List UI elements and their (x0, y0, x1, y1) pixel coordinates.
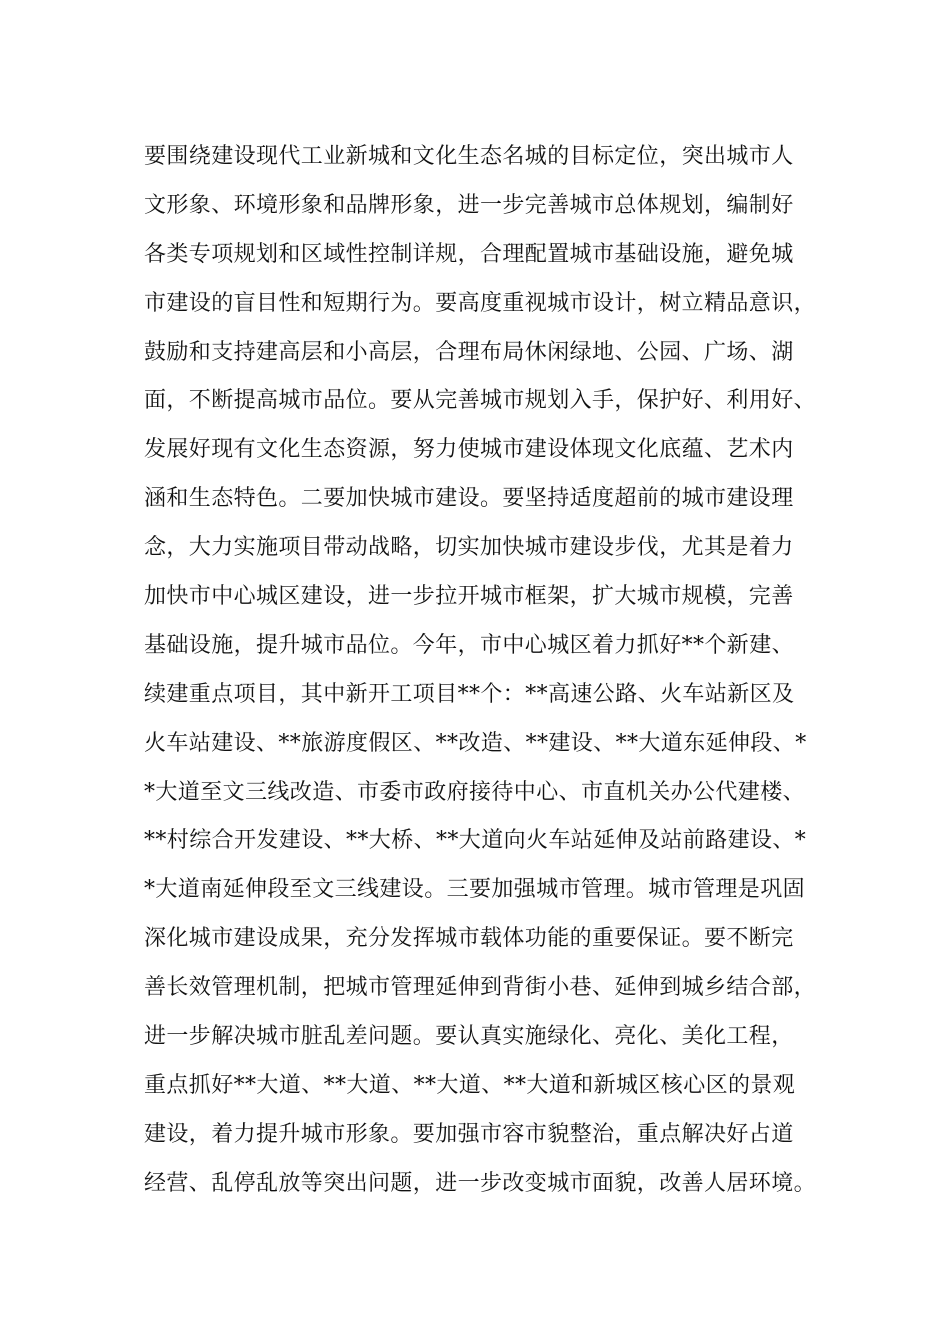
text-line: 善长效管理机制，把城市管理延伸到背街小巷、延伸到城乡结合部， (144, 975, 817, 1001)
text-line: 重点抓好**大道、**大道、**大道、**大道和新城区核心区的景观 (144, 1072, 796, 1098)
text-line: 深化城市建设成果，充分发挥城市载体功能的重要保证。要不断完 (144, 926, 794, 952)
text-line: 涵和生态特色。二要加快城市建设。要坚持适度超前的城市建设理 (144, 486, 794, 512)
text-line: 各类专项规划和区域性控制详规，合理配置城市基础设施，避免城 (144, 241, 794, 267)
text-line: 鼓励和支持建高层和小高层，合理布局休闲绿地、公园、广场、湖 (144, 339, 794, 365)
text-line: *大道南延伸段至文三线建设。三要加强城市管理。城市管理是巩固 (144, 877, 806, 903)
text-line: 念，大力实施项目带动战略，切实加快城市建设步伐，尤其是着力 (144, 535, 794, 561)
text-line: *大道至文三线改造、市委市政府接待中心、市直机关办公代建楼、 (144, 779, 806, 805)
text-line: 要围绕建设现代工业新城和文化生态名城的目标定位，突出城市人 (144, 144, 794, 169)
text-line: 续建重点项目，其中新开工项目**个：**高速公路、火车站新区及 (144, 681, 795, 707)
text-line: 经营、乱停乱放等突出问题，进一步改变城市面貌，改善人居环境。 (144, 1170, 817, 1196)
body-paragraph (144, 133, 824, 1209)
text-line: 面，不断提高城市品位。要从完善城市规划入手，保护好、利用好、 (144, 388, 817, 414)
text-line: **村综合开发建设、**大桥、**大道向火车站延伸及站前路建设、* (144, 828, 807, 854)
text-line: 火车站建设、**旅游度假区、**改造、**建设、**大道东延伸段、* (144, 730, 807, 756)
text-line: 市建设的盲目性和短期行为。要高度重视城市设计，树立精品意识， (144, 290, 817, 316)
text-line: 加快市中心城区建设，进一步拉开城市框架，扩大城市规模，完善 (144, 584, 794, 610)
text-line: 文形象、环境形象和品牌形象，进一步完善城市总体规划，编制好 (144, 192, 794, 218)
text-line: 建设，着力提升城市形象。要加强市容市貌整治，重点解决好占道 (144, 1121, 794, 1147)
text-line: 基础设施，提升城市品位。今年，市中心城区着力抓好**个新建、 (144, 632, 795, 658)
text-line: 进一步解决城市脏乱差问题。要认真实施绿化、亮化、美化工程， (144, 1024, 794, 1050)
text-line: 发展好现有文化生态资源，努力使城市建设体现文化底蕴、艺术内 (144, 437, 794, 463)
